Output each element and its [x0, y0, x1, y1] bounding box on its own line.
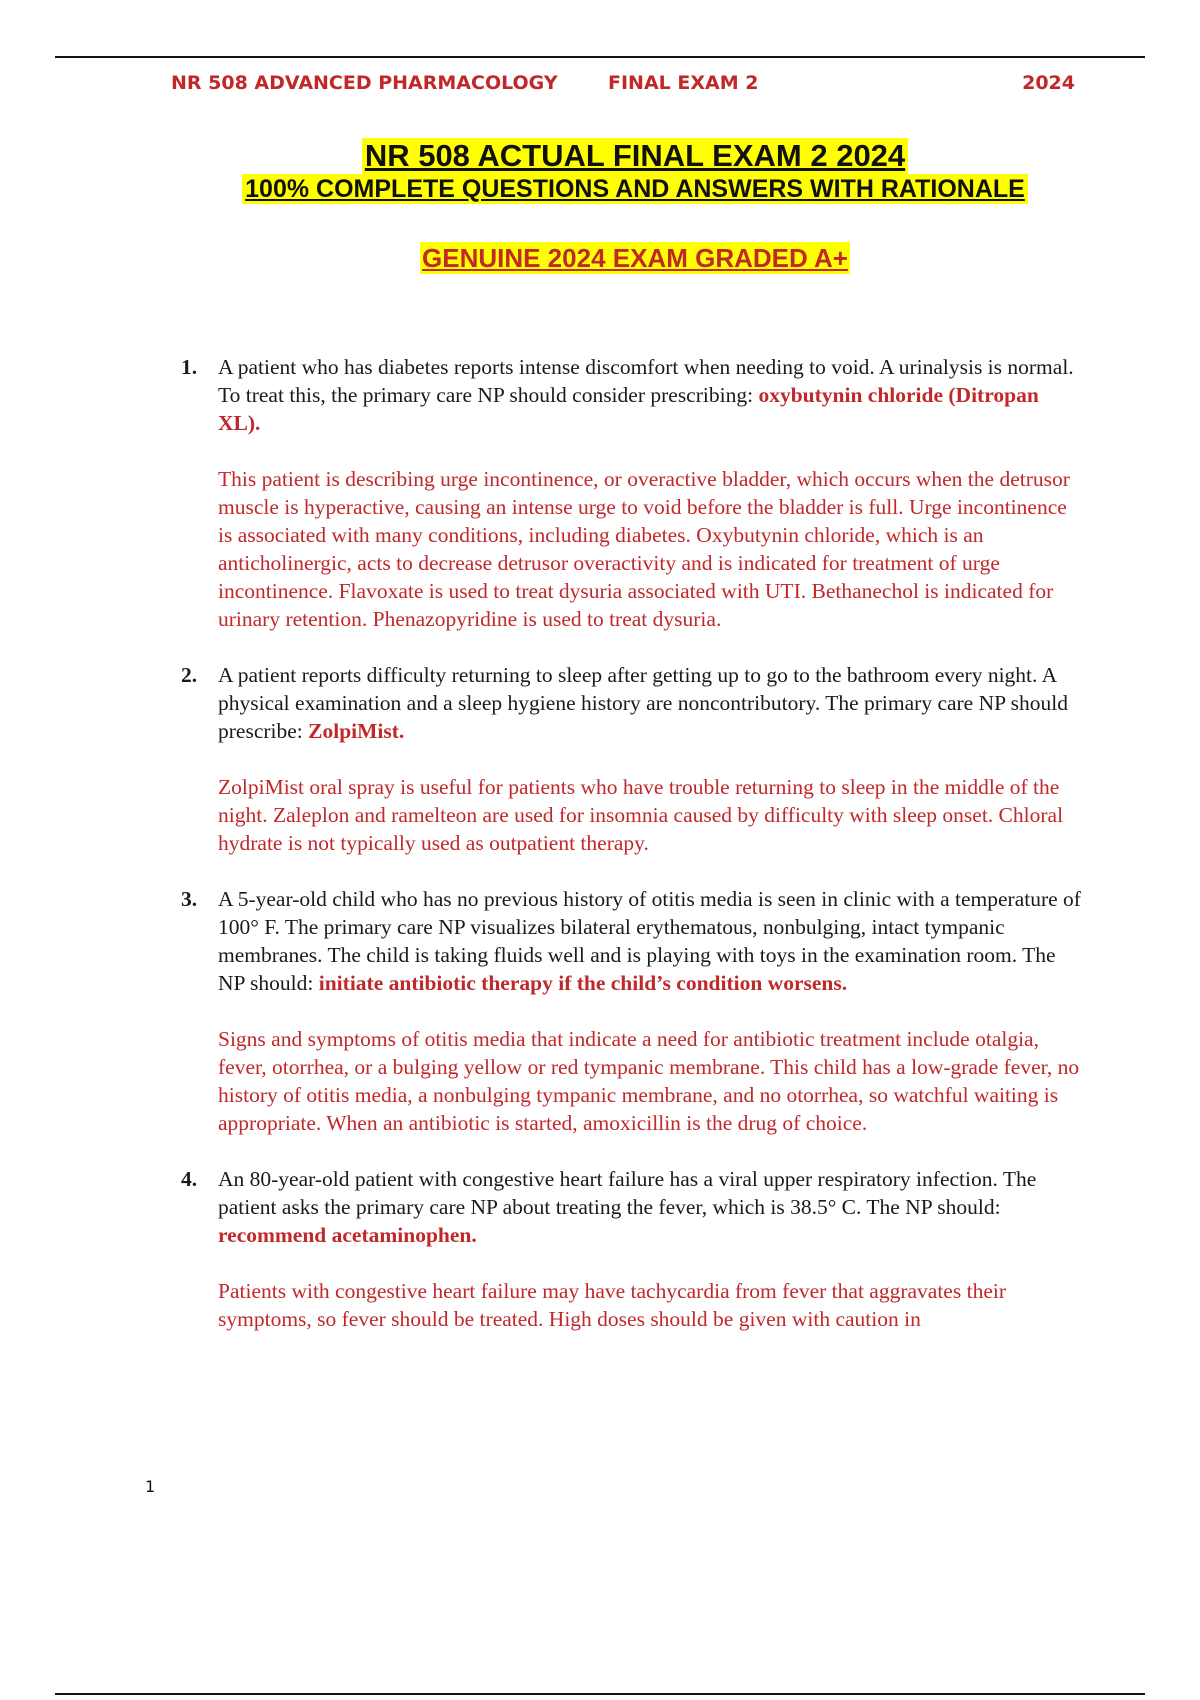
question-answer: oxybutynin chloride (Ditropan XL). — [218, 383, 1039, 435]
question-rationale: Signs and symptoms of otitis media that indicate a need for antibiotic treatment include otalgia, fever, otorrhea, or a bulging yellow or red tympanic membrane. This child has a low-grade fever, no history of otitis media, a nonbulging tympanic membrane, and no otorrhea, so watchful waiting is appropriate. When an antibiotic is started, amoxicillin is the drug of choice. — [218, 1027, 1080, 1135]
question-rationale: Patients with congestive heart failure may have tachycardia from fever that aggravates their symptoms, so fever should be treated. High doses should be given with caution in — [218, 1279, 1006, 1331]
top-rule — [55, 56, 1145, 58]
question-item — [176, 353, 1086, 633]
question-text: An 80-year-old patient with congestive heart failure has a viral upper respiratory infection. The patient asks the primary care NP about treating the fever, which is 38.5° C. The NP should: — [218, 1167, 1037, 1219]
header-course: NR 508 ADVANCED PHARMACOLOGY — [171, 72, 558, 94]
document-title: NR 508 ACTUAL FINAL EXAM 2 2024 — [362, 138, 908, 174]
question-number: 2. — [181, 663, 198, 687]
question-number: 3. — [181, 887, 198, 911]
header-exam: FINAL EXAM 2 — [608, 72, 759, 94]
question-rationale: ZolpiMist oral spray is useful for patients who have trouble returning to sleep in the middle of the night. Zaleplon and ramelteon are used for insomnia caused by difficulty with sleep onset. Chloral hydrate is not typically used as outpatient therapy. — [218, 775, 1064, 855]
page-number: 1 — [145, 1477, 156, 1496]
question-item — [176, 1165, 1086, 1333]
graded-banner — [0, 242, 1200, 274]
question-answer: recommend acetaminophen. — [218, 1223, 477, 1247]
title-block — [0, 138, 1200, 204]
question-answer: initiate antibiotic therapy if the child’s condition worsens. — [318, 971, 848, 995]
question-item — [176, 661, 1086, 857]
bottom-rule — [55, 1693, 1145, 1695]
document-subtitle: 100% COMPLETE QUESTIONS AND ANSWERS WITH RATIONALE — [242, 174, 1028, 204]
question-text: A patient reports difficulty returning to sleep after getting up to go to the bathroom every night. A physical examination and a sleep hygiene history are noncontributory. The primary care NP should prescribe: — [218, 663, 1069, 743]
question-text: A patient who has diabetes reports intense discomfort when needing to void. A urinalysis is normal. To treat this, the primary care NP should consider prescribing: — [218, 355, 1074, 407]
question-number: 4. — [181, 1167, 198, 1191]
graded-banner-text: GENUINE 2024 EXAM GRADED A+ — [422, 243, 848, 273]
question-text: A 5-year-old child who has no previous history of otitis media is seen in clinic with a temperature of 100° F. The primary care NP visualizes bilateral erythematous, nonbulging, intact tympanic membranes. The child is taking fluids well and is playing with toys in the examination room. The NP should: — [218, 887, 1081, 995]
question-answer: ZolpiMist. — [308, 719, 405, 743]
question-number: 1. — [181, 355, 198, 379]
header-year: 2024 — [1022, 72, 1075, 94]
page-header — [0, 72, 1200, 96]
question-item — [176, 885, 1086, 1137]
question-rationale: This patient is describing urge incontinence, or overactive bladder, which occurs when the detrusor muscle is hyperactive, causing an intense urge to void before the bladder is full. Urge incontinence is associated with many conditions, including diabetes. Oxybutynin chloride, which is an anticholinergic, acts to decrease detrusor overactivity and is indicated for treatment of urge incontinence. Flavoxate is used to treat dysuria associated with UTI. Bethanechol is indicated for urinary retention. Phenazopyridine is used to treat dysuria. — [218, 467, 1070, 631]
question-list — [176, 353, 1086, 1333]
